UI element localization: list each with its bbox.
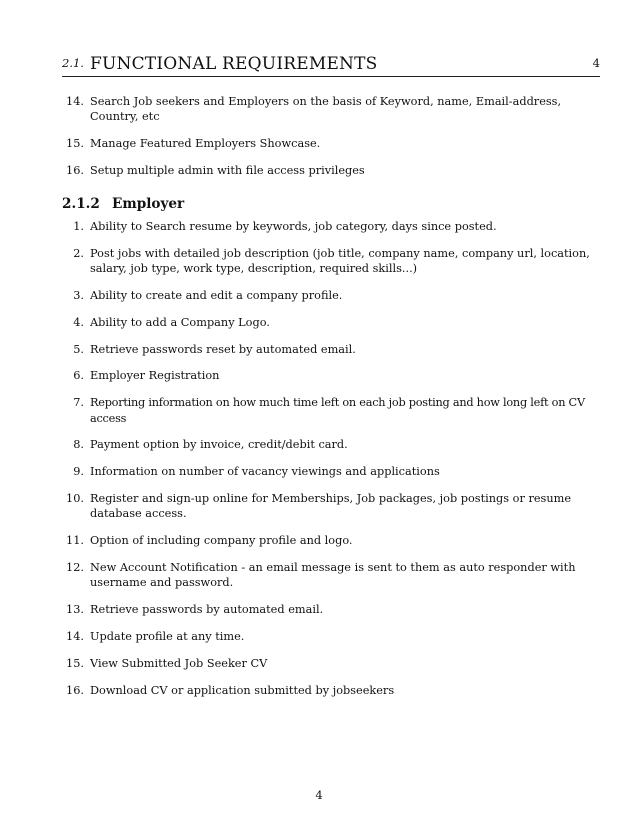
list-item	[62, 683, 602, 698]
item-text: Setup multiple admin with file access privileges	[90, 163, 365, 177]
item-text: Search Job seekers and Employers on the basis of Keyword, name, Email-address, Country, etc	[90, 95, 562, 124]
item-number: 14.	[66, 95, 84, 108]
list-item	[62, 656, 602, 671]
item-text: Download CV or application submitted by jobseekers	[90, 683, 395, 697]
item-text: View Submitted Job Seeker CV	[90, 656, 268, 670]
item-number: 15.	[66, 137, 84, 150]
item-text: Post jobs with detailed job description (job title, company name, company url, location, salary, job type, work type, description, required skills...)	[90, 246, 590, 276]
list-item	[62, 246, 602, 277]
employer-requirements-list	[62, 219, 602, 709]
header-rule	[62, 76, 600, 77]
header-section-number: 2.1.	[62, 56, 84, 70]
item-number: 11.	[66, 534, 84, 548]
item-text: Ability to create and edit a company profile.	[90, 289, 343, 302]
item-text: Update profile at any time.	[90, 629, 245, 643]
item-text: Retrieve passwords reset by automated email.	[90, 342, 356, 356]
item-text: Information on number of vacancy viewings and applications	[90, 465, 440, 479]
item-text: Manage Featured Employers Showcase.	[90, 137, 321, 150]
page-footer-number: 4	[315, 788, 323, 802]
item-number: 3.	[73, 289, 84, 302]
list-item	[62, 288, 602, 303]
item-text: Ability to add a Company Logo.	[90, 315, 270, 329]
item-text: Payment option by invoice, credit/debit card.	[90, 438, 348, 452]
list-item	[62, 602, 602, 617]
item-text: Option of including company profile and logo.	[90, 534, 353, 548]
list-item	[62, 368, 602, 383]
item-text: Register and sign-up online for Memberships, Job packages, job postings or resume database access.	[90, 491, 572, 521]
list-item	[62, 533, 602, 548]
list-item	[62, 437, 602, 452]
item-text: Ability to Search resume by keywords, job category, days since posted.	[90, 220, 497, 233]
item-number: 15.	[66, 656, 84, 670]
item-number: 8.	[73, 438, 84, 452]
item-number: 9.	[73, 465, 84, 479]
item-number: 16.	[66, 683, 84, 697]
list-item	[62, 395, 602, 426]
subsection-number: 2.1.2	[62, 196, 100, 212]
item-text: Retrieve passwords by automated email.	[90, 603, 324, 617]
list-item	[62, 219, 602, 234]
item-number: 13.	[66, 603, 84, 617]
item-number: 14.	[66, 629, 84, 643]
list-item	[62, 94, 602, 125]
item-number: 7.	[73, 396, 84, 410]
list-item	[62, 560, 602, 591]
item-number: 5.	[73, 342, 84, 356]
item-number: 1.	[73, 220, 84, 233]
item-number: 4.	[73, 315, 84, 329]
item-number: 2.	[73, 246, 84, 260]
list-item	[62, 464, 602, 479]
subsection-heading	[62, 196, 184, 212]
running-header	[62, 46, 600, 74]
header-section-title: FUNCTIONAL REQUIREMENTS	[90, 54, 378, 74]
header-page-number: 4	[592, 56, 600, 70]
list-item	[62, 629, 602, 644]
item-text: Employer Registration	[90, 369, 220, 383]
item-text: New Account Notification - an email message is sent to them as auto responder with username and password.	[90, 560, 576, 590]
list-item	[62, 315, 602, 330]
list-item	[62, 342, 602, 357]
item-number: 16.	[66, 163, 84, 177]
list-item	[62, 163, 602, 178]
list-item	[62, 491, 602, 522]
top-requirements-list	[62, 94, 602, 189]
item-number: 6.	[73, 369, 84, 383]
item-number: 12.	[66, 560, 84, 574]
list-item	[62, 136, 602, 151]
subsection-title: Employer	[112, 196, 185, 212]
item-text: Reporting information on how much time left on each job posting and how long left on CV access	[90, 396, 585, 425]
item-number: 10.	[66, 491, 84, 505]
